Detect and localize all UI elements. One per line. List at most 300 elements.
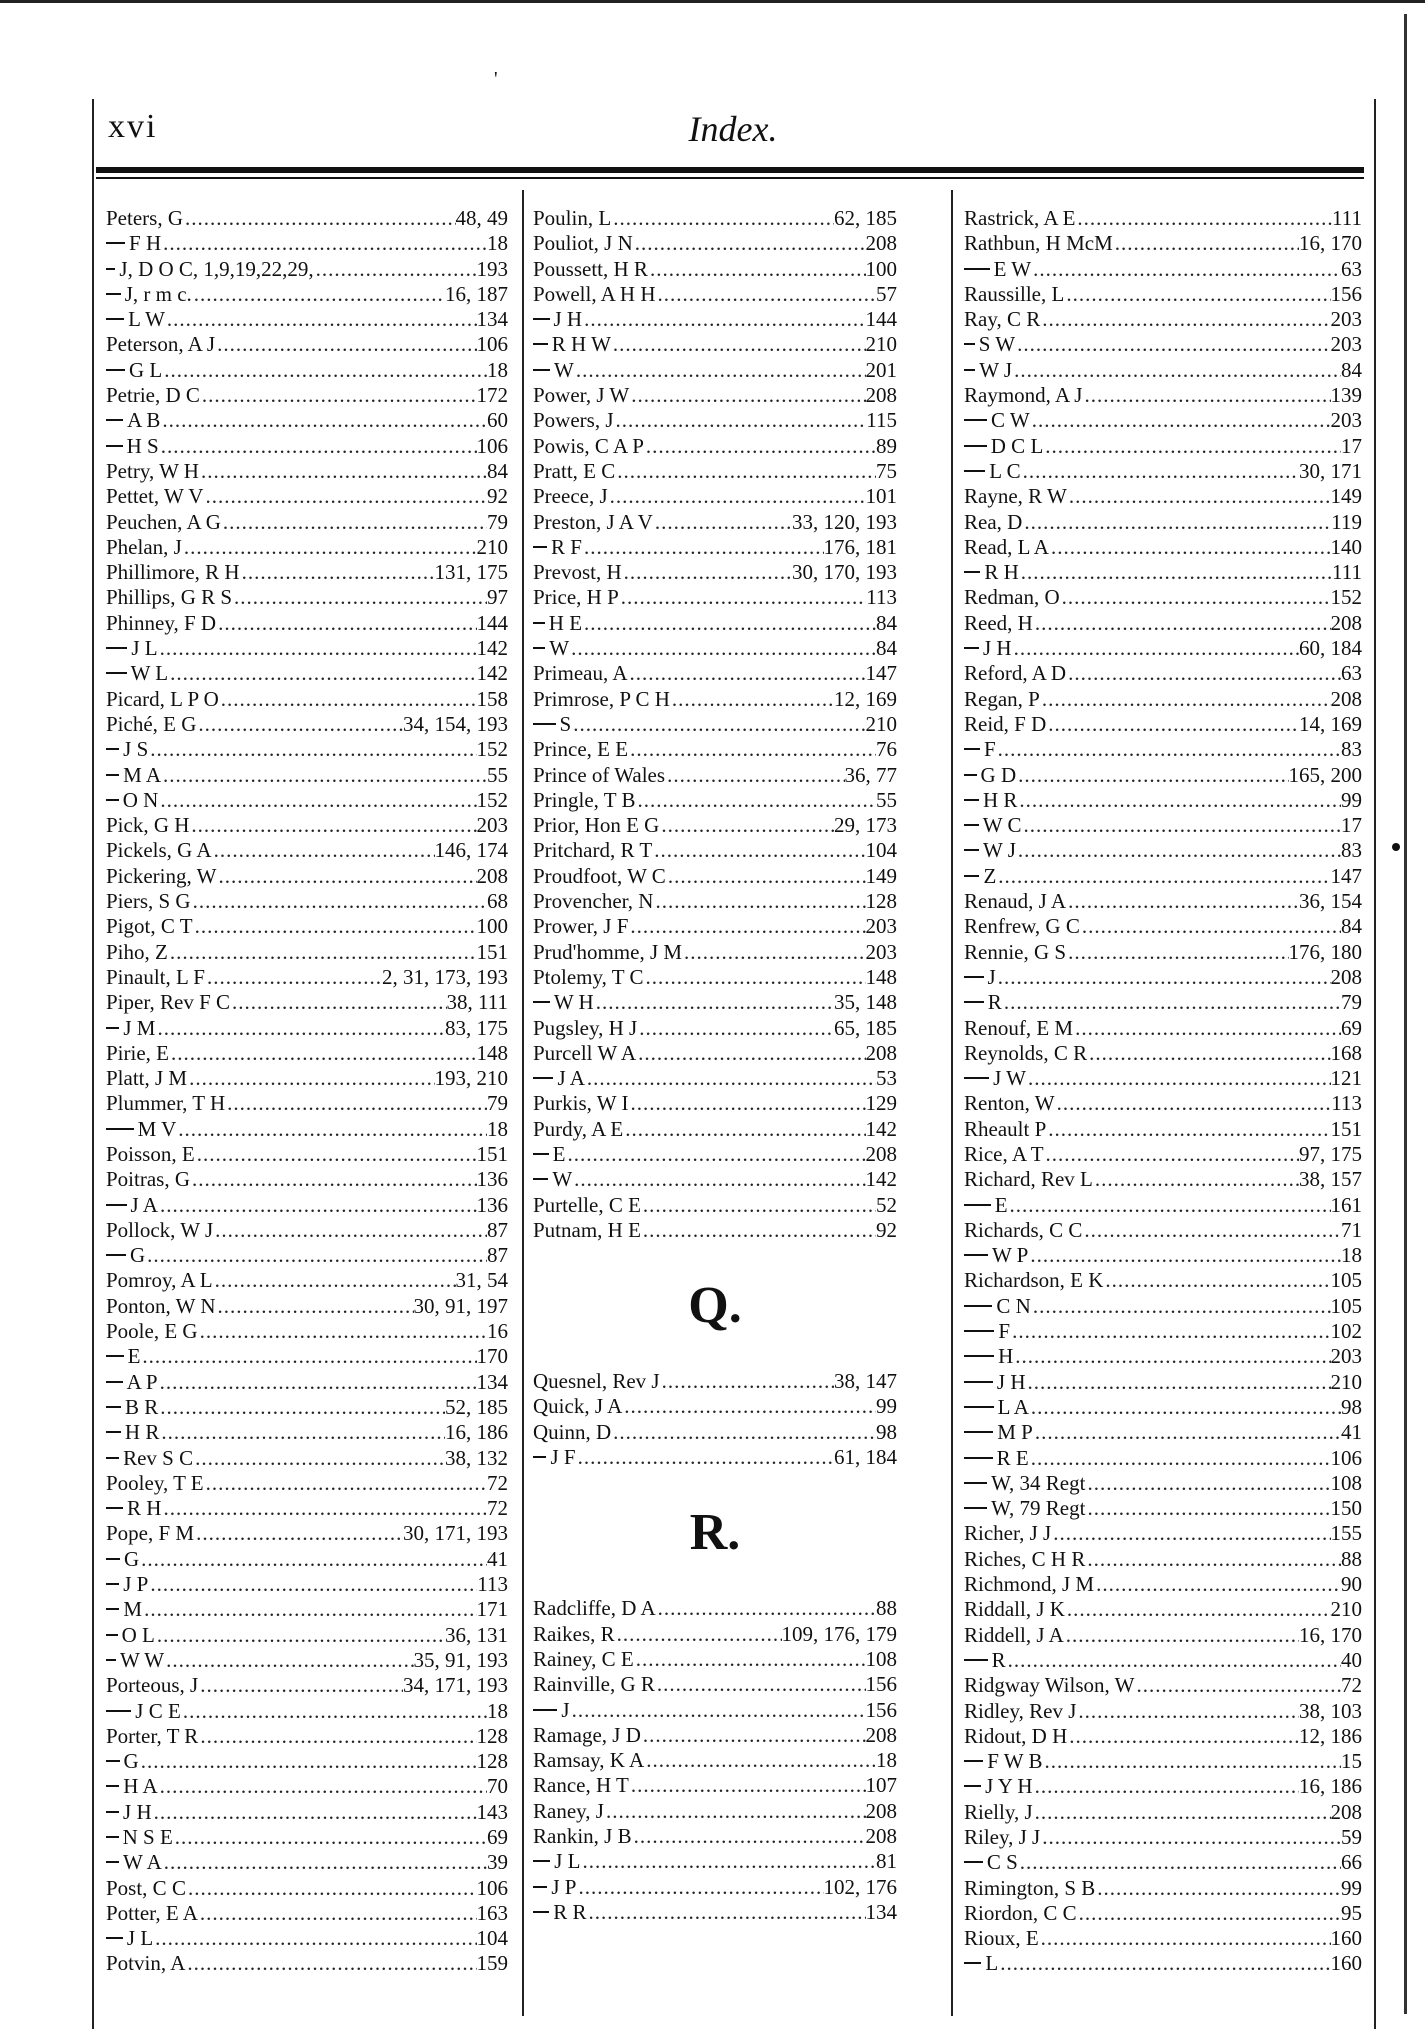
entry-name: Pratt, E C [533,458,616,483]
index-entry [106,408,508,433]
entry-name: Richer, J J [964,1521,1052,1546]
entry-pages: 106 [1330,1445,1362,1470]
entry-pages: 147 [865,661,897,686]
leader-dots [614,408,867,433]
entry-name: Preston, J A V [533,509,653,534]
entry-pages: 172 [476,383,508,408]
index-entry [964,459,1362,484]
index-entry [533,1622,897,1647]
leader-dots [1029,1395,1341,1420]
entry-name: Poulin, L [533,206,612,230]
leader-dots [1022,510,1331,535]
leader-dots [587,1900,866,1925]
ditto-dash [964,1507,987,1509]
entry-pages: 72 [1341,1673,1362,1698]
leader-dots [162,358,487,383]
leader-dots [996,737,1341,762]
entry-name: W J [979,357,1013,382]
ditto-dash [533,1456,546,1458]
index-entry [533,1698,897,1723]
page-number: xvi [108,108,158,145]
leader-dots [656,282,876,307]
leader-dots [160,408,487,433]
index-entry [964,560,1362,585]
entry-pages: 136 [476,1167,508,1192]
index-entry [964,1547,1362,1572]
entry-pages: 79 [1341,990,1362,1015]
entry-pages: 107 [865,1773,897,1798]
index-entry [106,1547,508,1572]
leader-dots [628,737,876,762]
index-entry [964,1218,1362,1243]
ditto-dash [964,571,980,573]
ditto-dash [106,1861,119,1863]
entry-pages: 30, 171, 193 [403,1521,508,1546]
leader-dots [611,206,834,231]
leader-dots [173,1825,487,1850]
leader-dots [1021,813,1341,838]
entry-pages: 72 [487,1496,508,1521]
leader-dots [594,990,834,1015]
entry-name: Purcell W A [533,1040,637,1065]
entry-name: Prud'homme, J M [533,939,683,964]
entry-name: G [123,1749,139,1774]
entry-pages: 72 [487,1470,508,1495]
entry-name: Rice, A T [964,1141,1044,1166]
entry-pages: 203 [1330,332,1362,357]
entry-pages: 208 [865,383,897,408]
index-entry [533,585,897,610]
index-entry [106,434,508,459]
entry-pages: 39 [487,1850,508,1875]
index-entry [106,990,508,1015]
entry-name: E [127,1344,141,1369]
leader-dots [314,257,477,282]
entry-name: C N [996,1293,1031,1318]
index-entry [106,889,508,914]
entry-pages: 59 [1341,1825,1362,1849]
index-entry [106,1218,508,1243]
entry-name: F [998,1319,1011,1344]
entry-pages: 98 [1341,1394,1362,1419]
entry-pages: 131, 175 [434,560,508,585]
entry-name: Post, C C [106,1875,186,1900]
index-entry [964,990,1362,1015]
entry-pages: 152 [476,737,508,762]
entry-pages: 17 [1341,433,1362,458]
leader-dots [571,712,865,737]
entry-pages: 17 [1341,813,1362,838]
entry-name: Pugsley, H J [533,1015,638,1040]
entry-name: Preece, J [533,484,608,509]
ditto-dash [533,1886,547,1888]
entry-pages: 121 [1330,1066,1362,1091]
entry-name: J S [123,737,149,762]
leader-dots [1049,535,1331,560]
index-entry [533,940,897,965]
entry-pages: 113 [1331,1091,1362,1116]
entry-name: Platt, J M [106,1066,188,1091]
entry-name: Read, L A [964,534,1049,559]
index-entry [964,813,1362,838]
leader-dots [1012,636,1299,661]
leader-dots [629,383,865,408]
leader-dots [569,636,876,661]
leader-dots [1026,1066,1330,1091]
entry-name: W [549,636,570,661]
entry-pages: 87 [487,1243,508,1268]
ditto-dash [533,1911,549,1913]
ditto-dash [964,445,987,447]
leader-dots [183,206,456,231]
entry-pages: 134 [476,307,508,332]
index-entry [106,1446,508,1471]
index-entry [533,1723,897,1748]
entry-pages: 142 [476,661,508,686]
leader-dots [565,1142,865,1167]
entry-name: H [998,1344,1014,1369]
index-entry [106,1876,508,1901]
leader-dots [648,257,866,282]
leader-dots [196,712,403,737]
entry-pages: 210 [476,534,508,559]
index-entry [533,257,897,282]
leader-dots [1015,332,1330,357]
entry-name: A B [127,408,161,433]
ditto-dash [964,976,984,978]
ditto-dash [106,1811,119,1813]
entry-pages: 156 [865,1697,897,1722]
leader-dots [576,1875,823,1900]
index-entry [964,1623,1362,1648]
entry-pages: 104 [865,838,897,863]
entry-pages: 208 [865,1798,897,1823]
entry-name: L W [128,307,165,332]
leader-dots [619,585,867,610]
entry-name: Riddall, J K [964,1597,1065,1622]
entry-name: J A [557,1066,585,1091]
entry-name: J, r m c. [124,281,192,306]
index-entry [533,1420,897,1445]
index-entry [533,1773,897,1798]
leader-dots [1042,1749,1341,1774]
index-entry [964,1420,1362,1445]
entry-pages: 48, 49 [455,206,508,230]
column-divider [522,190,524,2016]
entry-pages: 79 [487,1091,508,1116]
entry-pages: 108 [1330,1470,1362,1495]
index-entry [533,206,897,231]
entry-pages: 203 [865,914,897,939]
leader-dots [158,1774,487,1799]
ditto-dash [106,1128,134,1130]
index-entry [106,1193,508,1218]
index-entry [106,1016,508,1041]
leader-dots [152,1800,477,1825]
entry-pages: 128 [476,1723,508,1748]
section-letter: R. [689,1504,741,1562]
index-entry [106,914,508,939]
index-entry [106,788,508,813]
entry-pages: 99 [876,1394,897,1419]
index-entry [106,838,508,863]
entry-name: Prevost, H [533,560,622,585]
index-entry [533,712,897,737]
entry-pages: 38, 147 [834,1369,897,1394]
leader-dots [1055,1091,1332,1116]
index-entry [964,1901,1362,1926]
header-rule-thin [96,177,1364,179]
leader-dots [198,1901,477,1926]
entry-pages: 66 [1341,1850,1362,1875]
leader-dots [216,864,476,889]
entry-name: C W [991,408,1030,433]
leader-dots [636,788,877,813]
leader-dots [633,231,866,256]
ditto-dash [106,1204,127,1206]
entry-name: Phillimore, R H [106,560,240,585]
leader-dots [1040,1825,1341,1850]
leader-dots [1040,687,1331,712]
entry-pages: 140 [1330,534,1362,559]
ditto-dash [533,723,556,725]
index-entry [964,1344,1362,1369]
index-column-3 [964,206,1362,1977]
entry-name: Poisson, E [106,1141,195,1166]
entry-pages: 208 [865,231,897,256]
entry-name: Renton, W [964,1091,1055,1116]
ditto-dash [964,1785,981,1787]
leader-dots [219,687,477,712]
entry-pages: 34, 171, 193 [403,1673,508,1698]
index-entry [106,1749,508,1774]
index-entry [533,1041,897,1066]
entry-name: Raney, J [533,1798,604,1823]
entry-pages: 70 [487,1774,508,1799]
entry-name: Pick, G H [106,813,190,838]
index-entry [964,687,1362,712]
entry-pages: 165, 200 [1288,762,1362,787]
leader-dots [161,763,487,788]
entry-name: C S [986,1850,1018,1875]
index-entry [964,408,1362,433]
entry-pages: 142 [865,1167,897,1192]
index-entry [106,940,508,965]
index-entry [533,332,897,357]
entry-name: Pooley, T E [106,1470,204,1495]
entry-pages: 208 [865,1141,897,1166]
page-header [108,108,1358,158]
entry-pages: 150 [1330,1496,1362,1521]
index-entry [964,257,1362,282]
entry-name: Power, J W [533,383,630,408]
leader-dots [1031,257,1341,282]
ditto-dash [106,1558,120,1560]
leader-dots [139,1749,477,1774]
leader-dots [659,813,834,838]
entry-pages: 203 [1330,1344,1362,1369]
ditto-dash [964,1760,983,1762]
entry-pages: 161 [1330,1192,1362,1217]
ditto-dash [964,849,979,851]
index-entry [106,282,508,307]
entry-name: S [559,711,572,736]
index-entry [106,1724,508,1749]
index-entry [964,585,1362,610]
ditto-dash [106,1760,120,1762]
entry-pages: 89 [876,433,897,458]
leader-dots [574,358,866,383]
leader-dots [1017,788,1341,813]
ditto-dash [106,1937,123,1939]
index-entry [533,687,897,712]
entry-name: Rev S C [123,1445,194,1470]
entry-pages: 163 [476,1900,508,1925]
leader-dots [622,560,792,585]
index-entry [106,585,508,610]
index-entry [964,611,1362,636]
entry-name: F H [129,231,162,256]
entry-name: Reid, F D [964,711,1047,736]
entry-pages: 155 [1330,1521,1362,1546]
index-entry [964,434,1362,459]
index-entry [533,1117,897,1142]
entry-name: J L [126,1926,154,1951]
index-entry [106,1825,508,1850]
entry-name: Poussett, H R [533,256,648,281]
leader-dots [1075,206,1332,231]
leader-dots [628,661,866,686]
index-entry [106,358,508,383]
entry-name: R F [551,534,582,559]
ditto-dash [964,748,980,750]
entry-pages: 108 [865,1646,897,1671]
entry-name: Quick, J A [533,1394,623,1419]
leader-dots [212,838,435,863]
entry-name: Riley, J J [964,1825,1041,1849]
index-entry [533,788,897,813]
ink-dot [1392,843,1400,851]
entry-name: Prior, Hon E G [533,813,660,838]
entry-pages: 142 [476,636,508,661]
leader-dots [622,1394,876,1419]
index-entry [533,560,897,585]
leader-dots [193,1446,445,1471]
leader-dots [1040,307,1330,332]
index-entry [964,307,1362,332]
ditto-dash [964,774,977,776]
index-entry [106,611,508,636]
leader-dots [225,1091,487,1116]
leader-dots [1016,838,1341,863]
leader-dots [1028,1243,1341,1268]
entry-name: Reynolds, C R [964,1040,1088,1065]
entry-pages: 34, 154, 193 [403,711,508,736]
leader-dots [187,1066,434,1091]
entry-name: Pope, F M [106,1521,195,1546]
leader-dots [203,484,487,509]
index-entry [533,914,897,939]
index-entry [533,1066,897,1091]
entry-pages: 41 [487,1546,508,1571]
entry-pages: 88 [876,1596,897,1621]
entry-pages: 210 [1330,1597,1362,1622]
leader-dots [185,1951,476,1976]
entry-pages: 97 [487,585,508,610]
entry-name: Powis, C A P [533,433,644,458]
entry-pages: 60 [487,408,508,433]
entry-pages: 139 [1330,383,1362,408]
entry-name: Picard, L P O [106,686,219,711]
index-entry [533,408,897,433]
index-entry [533,1748,897,1773]
entry-pages: 152 [476,787,508,812]
leader-dots [1016,763,1288,788]
entry-name: Piers, S G [106,889,191,914]
entry-name: Primeau, A [533,661,628,686]
index-entry [964,763,1362,788]
entry-pages: 171 [476,1597,508,1622]
index-entry [533,636,897,661]
entry-pages: 111 [1332,206,1362,230]
entry-name: Poitras, G [106,1167,190,1192]
entry-name: Redman, O [964,585,1060,610]
ditto-dash [533,1077,553,1079]
ditto-dash [106,318,124,320]
entry-name: Riches, C H R [964,1546,1086,1571]
leader-dots [644,434,876,459]
entry-name: Rimington, S B [964,1875,1096,1900]
leader-dots [996,864,1330,889]
entry-pages: 30, 171 [1299,458,1362,483]
leader-dots [190,1167,477,1192]
entry-pages: 168 [1330,1040,1362,1065]
index-entry [964,940,1362,965]
index-entry [533,1799,897,1824]
ditto-dash [964,1355,994,1357]
index-entry [964,535,1362,560]
index-entry [533,1167,897,1192]
entry-pages: 41 [1341,1420,1362,1445]
entry-name: Pickels, G A [106,838,212,863]
entry-pages: 176, 181 [823,534,897,559]
index-entry [106,1167,508,1192]
entry-name: Potter, E A [106,1900,198,1925]
index-entry [964,965,1362,990]
index-entry [533,965,897,990]
entry-name: Reed, H [964,610,1033,635]
leader-dots [656,1596,876,1621]
index-entry [964,914,1362,939]
leader-dots [213,1268,456,1293]
entry-name: E W [993,256,1032,281]
entry-pages: 113 [866,585,897,610]
leader-dots [1095,1876,1341,1901]
leader-dots [637,1016,834,1041]
index-entry [533,434,897,459]
entry-pages: 102, 176 [823,1874,897,1899]
ditto-dash [964,1381,993,1383]
entry-name: L C [989,458,1021,483]
ditto-dash [964,419,987,421]
leader-dots [1134,1673,1341,1698]
entry-pages: 203 [476,813,508,838]
leader-dots [221,510,487,535]
entry-pages: 18 [487,1698,508,1723]
entry-pages: 30, 170, 193 [792,560,897,585]
entry-pages: 105 [1330,1293,1362,1318]
entry-name: M A [123,762,162,787]
